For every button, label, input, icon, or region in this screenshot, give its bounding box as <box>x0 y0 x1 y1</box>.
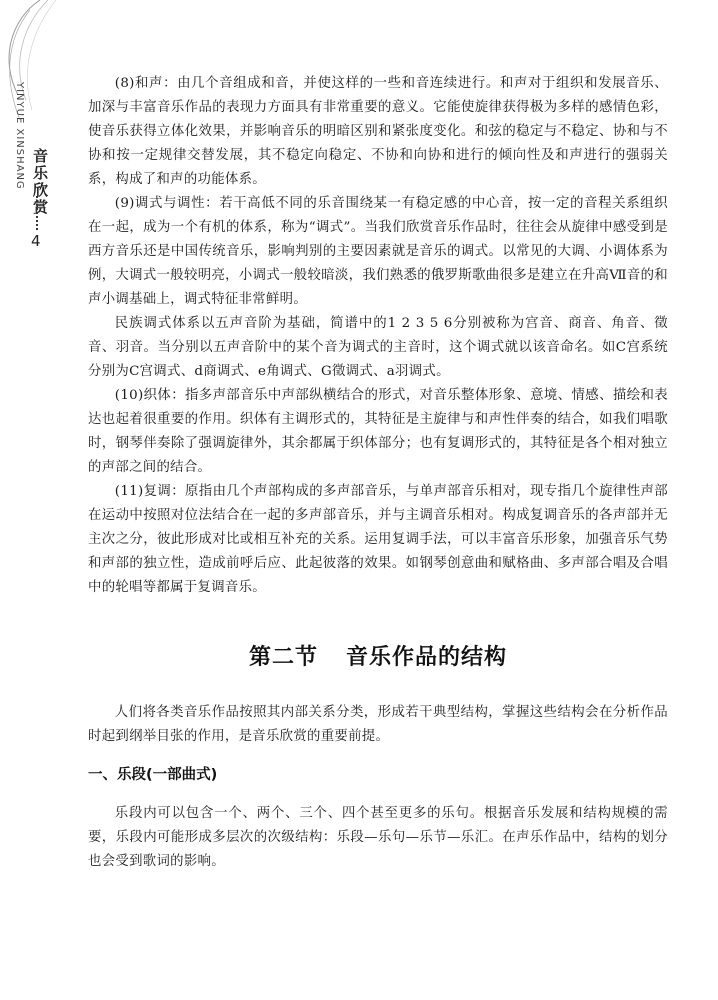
paragraph-harmony: (8)和声：由几个音组成和音，并使这样的一些和音连续进行。和声对于组织和发展音乐、加深与丰富音乐作品的表现力方面具有非常重要的意义。它能使旋律获得极为多样的感情色彩，使音乐获得立体化效果，并影响音乐的明暗区别和紧张度变化。和弦的稳定与不稳定、协和与不协和按一定规律交替发展，其不稳定向稳定、不协和向协和进行的倾向性及和声进行的强弱关系，构成了和声的功能体系。 <box>88 76 668 187</box>
subsection-body-paragraph: 乐段内可以包含一个、两个、三个、四个甚至更多的乐句。根据音乐发展和结构规模的需要，乐段内可能形成多层次的次级结构：乐段—乐句—乐节—乐汇。在声乐作品中，结构的划分也会受到歌词的影响。 <box>88 806 668 869</box>
paragraph-polyphony: (11)复调：原指由几个声部构成的多声部音乐，与单声部音乐相对，现专指几个旋律性声部在运动中按照对位法结合在一起的多声部音乐，并与主调音乐相对。构成复调音乐的各声部并无主次之分，彼此形成对比或相互补充的关系。运用复调手法，可以丰富音乐形象，加强音乐气势和声部的独立性，造成前呼后应、此起彼落的效果。如钢琴创意曲和赋格曲、多声部合唱及合唱中的轮唱等都属于复调音乐。 <box>88 484 668 595</box>
page-number: 4 <box>31 232 41 250</box>
paragraph-national-modes: 民族调式体系以五声音阶为基础，简谱中的1 2 3 5 6分别被称为宫音、商音、角音、徵音、羽音。当分别以五声音阶中的某个音为调式的主音时，这个调式就以该音命名。如C宫系统分别为C宫调式、d商调式、e角调式、G徵调式、a羽调式。 <box>88 316 668 379</box>
page-content <box>88 72 668 874</box>
section-title: 音乐作品的结构 <box>346 645 508 670</box>
section-heading <box>88 640 668 671</box>
paragraph-mode-tonality: (9)调式与调性：若干高低不同的乐音围绕某一有稳定感的中心音，按一定的音程关系组织在一起，成为一个有机的体系，称为“调式”。当我们欣赏音乐作品时，往往会从旋律中感受到是西方音乐还是中国传统音乐，影响判别的主要因素就是音乐的调式。以常见的大调、小调体系为例，大调式一般较明亮，小调式一般较暗淡，我们熟悉的俄罗斯歌曲很多是建立在升高Ⅶ音的和声小调基础上，调式特征非常鲜明。 <box>88 196 668 307</box>
subsection-heading: 一、乐段(一部曲式) <box>88 767 218 783</box>
paragraph-texture: (10)织体：指多声部音乐中声部纵横结合的形式，对音乐整体形象、意境、情感、描绘和表达也起着很重要的作用。织体有主调形式的，其特征是主旋律与和声性伴奏的结合，如我们唱歌时，钢琴伴奏除了强调旋律外，其余都属于织体部分；也有复调形式的，其特征是各个相对独立的声部之间的结合。 <box>88 388 668 475</box>
section-number: 第二节 <box>248 645 318 670</box>
sidebar-book-title: 音乐欣赏 <box>31 148 49 216</box>
sidebar-dotted-divider <box>36 196 40 230</box>
section-intro-paragraph: 人们将各类音乐作品按照其内部关系分类，形成若干典型结构，掌握这些结构会在分析作品时起到纲举目张的作用，是音乐欣赏的重要前提。 <box>88 705 668 744</box>
sidebar-latin-title: YINYUE XINSHANG <box>14 82 25 190</box>
